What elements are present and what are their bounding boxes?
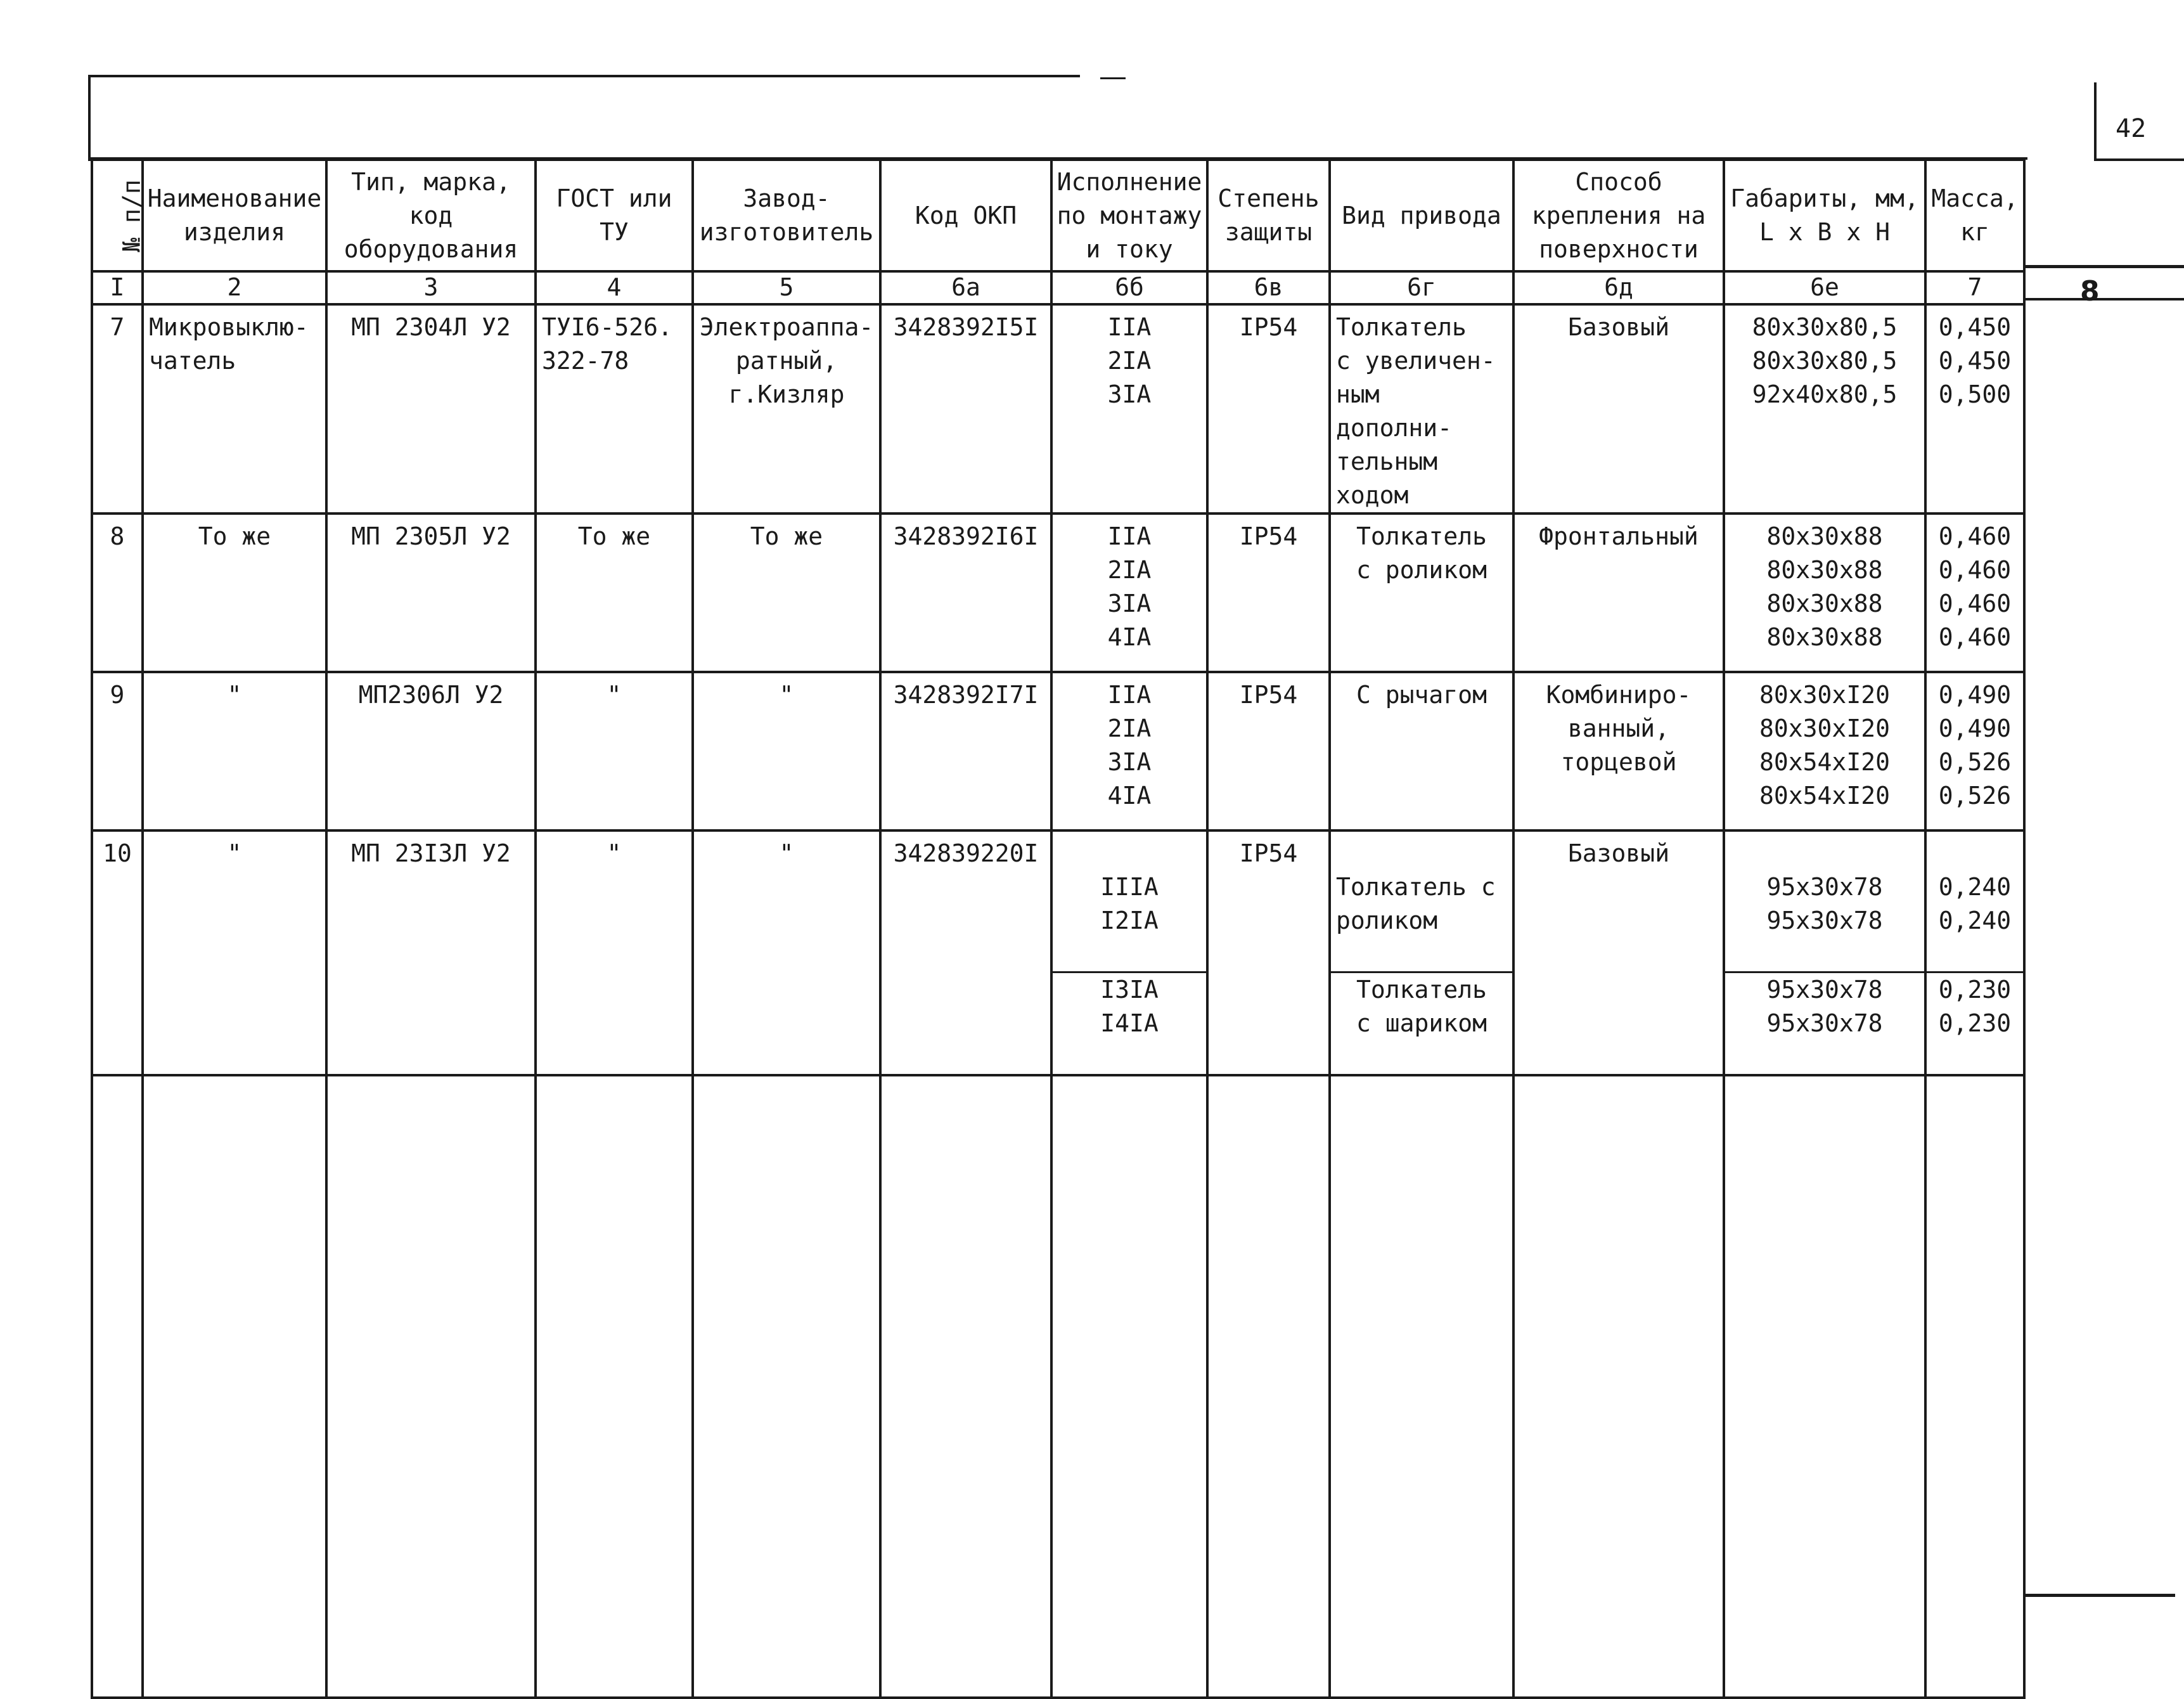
cell-gost: " [536,672,693,830]
colnum: 6б [1051,271,1207,304]
header-okp: Код ОКП [880,160,1051,271]
cell-execution: IIA 2IA 3IA 4IA [1051,672,1207,830]
empty-table-row [92,1075,2024,1698]
cell-number: 9 [92,672,143,830]
colnum: 6г [1330,271,1513,304]
header-row [92,160,2024,271]
header-protection: Степень защиты [1207,160,1330,271]
header-name: Наименование изделия [143,160,326,271]
dims-bottom: 95x30x78 95x30x78 [1725,971,1924,1040]
cell-type: МП 23I3Л У2 [326,830,536,1075]
cell-name: Микровыклю- чатель [143,304,326,514]
empty-cell [536,1075,693,1698]
colnum: 7 [1925,271,2024,304]
cell-dims: 80x30xI20 80x30xI20 80x54xI20 80x54xI20 [1724,672,1925,830]
equipment-table [91,158,2026,1699]
page-number-divider [2094,82,2097,161]
empty-cell [1925,1075,2024,1698]
empty-cell [1724,1075,1925,1698]
cell-execution: IIA 2IA 3IA 4IA [1051,514,1207,672]
cell-okp: 3428392I6I [880,514,1051,672]
cell-name: " [143,830,326,1075]
colnum: 4 [536,271,693,304]
colnum: 6е [1724,271,1925,304]
colnum: 3 [326,271,536,304]
empty-cell [326,1075,536,1698]
cell-mass: 0,490 0,490 0,526 0,526 [1925,672,2024,830]
empty-cell [1513,1075,1724,1698]
cell-drive: Толкатель с роликом [1330,514,1513,672]
header-number: № п/п [117,179,146,252]
cell-maker: Электроаппа- ратный, г.Кизляр [693,304,880,514]
cell-maker: " [693,830,880,1075]
cell-maker: " [693,672,880,830]
cell-gost: То же [536,514,693,672]
cell-mass: 0,450 0,450 0,500 [1925,304,2024,514]
cell-mount: Базовый [1513,304,1724,514]
cell-execution: IIA 2IA 3IA [1051,304,1207,514]
header-execution: Исполнение по монтажу и току [1051,160,1207,271]
header-mass: Масса, кг [1925,160,2024,271]
cell-drive: Толкатель с увеличен- ным дополни- тельным ходом [1330,304,1513,514]
cell-drive [1330,830,1513,1075]
cell-mount: Базовый [1513,830,1724,1075]
empty-cell [1051,1075,1207,1698]
cell-dims [1724,830,1925,1075]
colnum: I [92,271,143,304]
header-type: Тип, марка, код оборудования [326,160,536,271]
page-number-underline [2094,158,2184,161]
cell-mass: 0,460 0,460 0,460 0,460 [1925,514,2024,672]
header-mount: Способ крепления на поверхности [1513,160,1724,271]
right-rule-colnum [2023,298,2184,300]
empty-cell [693,1075,880,1698]
cell-number: 8 [92,514,143,672]
colnum: 6в [1207,271,1330,304]
cell-dims: 80x30x88 80x30x88 80x30x88 80x30x88 [1724,514,1925,672]
cell-type: МП2306Л У2 [326,672,536,830]
cell-mount: Фронтальный [1513,514,1724,672]
cell-execution [1051,830,1207,1075]
page-number: 42 [2116,114,2147,143]
cell-mass [1925,830,2024,1075]
column-number-row [92,271,2024,304]
empty-cell [92,1075,143,1698]
colnum: 6д [1513,271,1724,304]
table-row [92,514,2024,672]
cell-number: 7 [92,304,143,514]
right-rule-header [2023,265,2184,268]
top-rule [88,75,1080,77]
table-row [92,830,2024,1075]
cell-okp: 342839220I [880,830,1051,1075]
cell-name: " [143,672,326,830]
cell-gost: ТУI6-526. 322-78 [536,304,693,514]
cell-name: То же [143,514,326,672]
empty-cell [880,1075,1051,1698]
colnum: 5 [693,271,880,304]
colnum: 6а [880,271,1051,304]
cell-okp: 3428392I7I [880,672,1051,830]
cell-gost: " [536,830,693,1075]
cell-maker: То же [693,514,880,672]
table-row [92,672,2024,830]
cell-type: МП 2305Л У2 [326,514,536,672]
cell-protection: IP54 [1207,304,1330,514]
cell-protection: IP54 [1207,672,1330,830]
drive-top: Толкатель с роликом [1336,873,1496,934]
bottom-rule-extension [2023,1594,2175,1597]
mass-bottom: 0,230 0,230 [1927,971,2023,1040]
execution-top: IIIA I2IA [1100,873,1159,934]
header-gost: ГОСТ или ТУ [536,160,693,271]
cell-protection: IP54 [1207,514,1330,672]
drive-bottom: Толкатель с шариком [1331,971,1512,1040]
header-cell [92,160,146,271]
cell-number: 10 [92,830,143,1075]
mass-top: 0,240 0,240 [1938,873,2012,934]
cell-protection: IP54 [1207,830,1330,1075]
cell-drive: С рычагом [1330,672,1513,830]
side-mark: 8 [2080,275,2100,307]
top-rule-dash [1100,77,1126,79]
header-maker: Завод-изготовитель [693,160,880,271]
empty-cell [143,1075,326,1698]
cell-dims: 80x30x80,5 80x30x80,5 92x40x80,5 [1724,304,1925,514]
header-drive: Вид привода [1330,160,1513,271]
dims-top: 95x30x78 95x30x78 [1766,873,1883,934]
cell-okp: 3428392I5I [880,304,1051,514]
colnum: 2 [143,271,326,304]
left-frame-top [88,75,91,161]
cell-mount: Комбиниро- ванный, торцевой [1513,672,1724,830]
header-dims: Габариты, мм, L x B x H [1724,160,1925,271]
cell-type: МП 2304Л У2 [326,304,536,514]
table-row [92,304,2024,514]
empty-cell [1330,1075,1513,1698]
execution-bottom: I3IA I4IA [1053,971,1206,1040]
empty-cell [1207,1075,1330,1698]
